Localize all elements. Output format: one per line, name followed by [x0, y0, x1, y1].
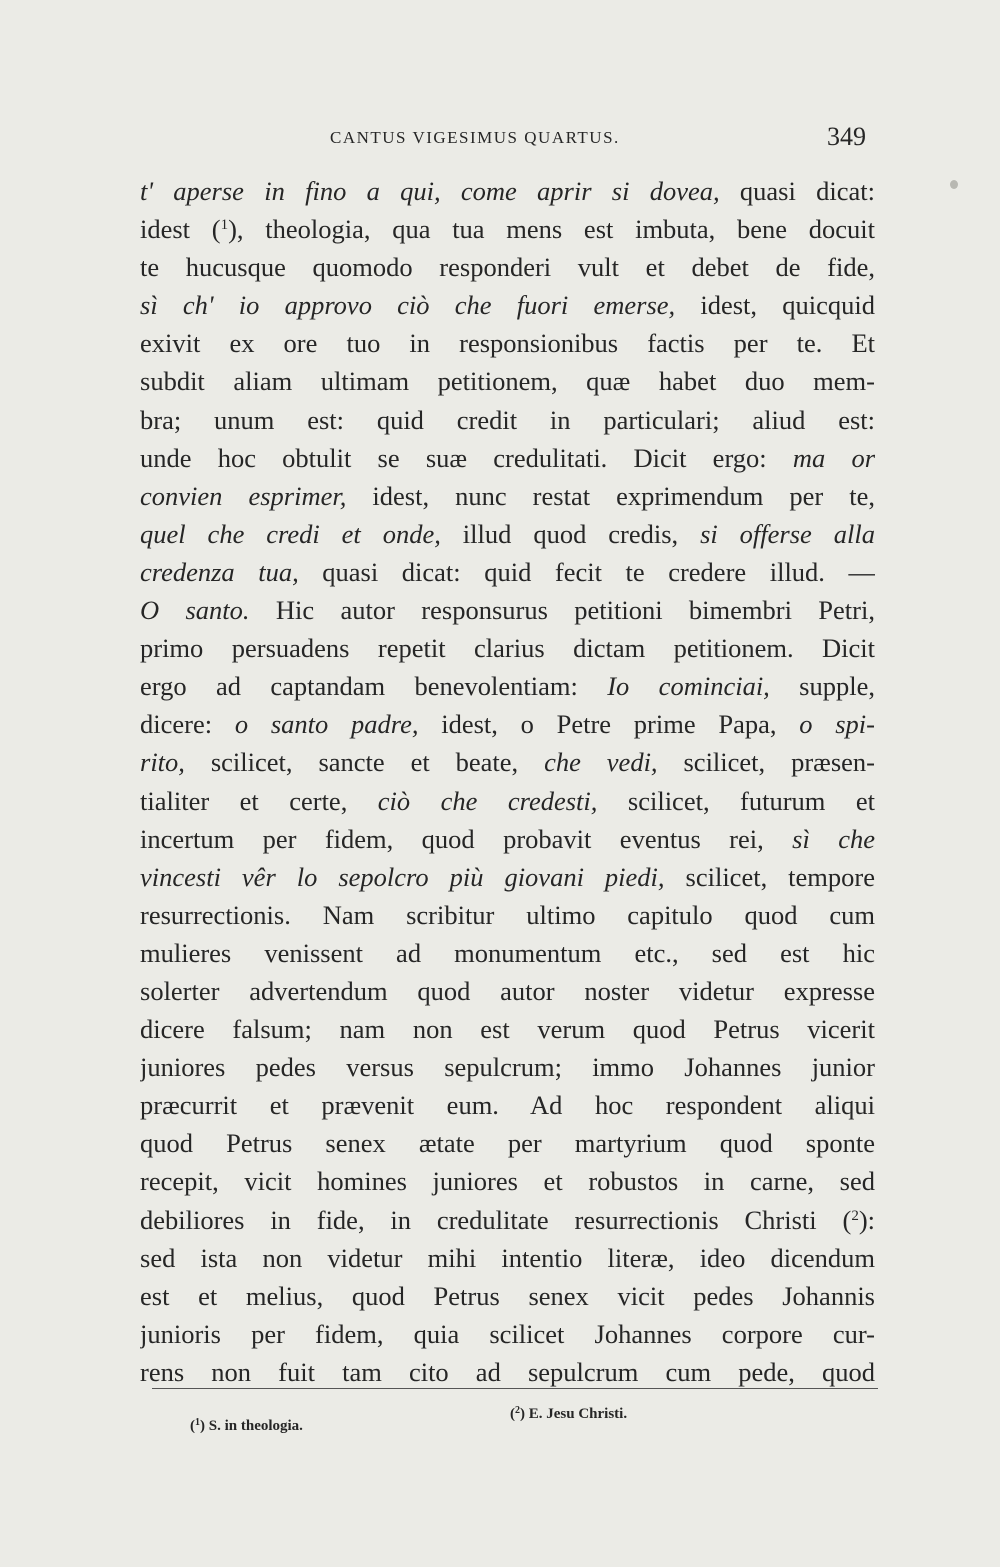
text-line	[140, 1086, 875, 1124]
text-line	[140, 1353, 875, 1391]
text-segment: tialiter et certe,	[140, 785, 378, 816]
text-line	[140, 324, 875, 362]
italic-segment: sì che	[792, 823, 875, 854]
footnotes	[190, 1405, 890, 1435]
text-segment: illud quod credis,	[440, 518, 701, 549]
footnote-2-text: E. Jesu Christi.	[528, 1406, 628, 1422]
text-line	[140, 1162, 875, 1200]
italic-segment: t' aperse in fino a qui, come aprir si dovea,	[140, 176, 720, 206]
text-segment: unde hoc obtulit se suæ credulitati. Dicit ergo:	[140, 442, 793, 473]
footnote-2-marker: 2	[515, 1405, 520, 1416]
italic-segment: credenza tua,	[140, 556, 299, 587]
text-line	[140, 667, 875, 705]
text-line	[140, 439, 875, 477]
text-line	[140, 858, 875, 896]
text-line	[140, 782, 875, 820]
text-segment: quod Petrus senex ætate per martyrium quod sponte	[140, 1128, 875, 1159]
text-segment: mulieres venissent ad monumentum etc., sed est hic	[140, 937, 875, 968]
text-segment: bra; unum est: quid credit in particulari; aliud est:	[140, 404, 875, 435]
text-segment: ), theologia, qua tua mens est imbuta, bene docuit	[228, 214, 875, 245]
text-segment: debiliores in fide, in credulitate resurrectionis Christi (	[140, 1204, 852, 1235]
text-line	[140, 743, 875, 781]
italic-segment: Io cominciai,	[607, 671, 770, 702]
text-line	[140, 1048, 875, 1086]
italic-segment: sì ch' io approvo ciò che fuori emerse,	[140, 290, 676, 321]
text-line	[140, 591, 875, 629]
text-line	[140, 362, 875, 400]
italic-segment: vincesti vêr lo sepolcro più giovani piedi,	[140, 861, 665, 892]
text-segment: subdit aliam ultimam petitionem, quæ habet duo mem-	[140, 366, 875, 397]
text-segment: idest, nunc restat exprimendum per te,	[346, 480, 875, 511]
body-text	[140, 172, 875, 1391]
italic-segment: convien esprimer,	[140, 480, 347, 511]
paper-speck	[950, 180, 958, 189]
italic-segment: rito,	[140, 747, 185, 778]
text-segment: incertum per fidem, quod probavit eventus rei,	[140, 823, 793, 854]
italic-segment: ma or	[792, 442, 875, 473]
text-segment: idest, quicquid	[675, 290, 875, 321]
text-line	[140, 477, 875, 515]
text-line	[140, 934, 875, 972]
text-segment: recepit, vicit homines juniores et robustos in carne, sed	[140, 1166, 875, 1197]
footnote-rule	[152, 1388, 878, 1389]
text-segment: ):	[858, 1204, 875, 1235]
text-line	[140, 286, 875, 324]
text-segment: idest, o Petre prime Papa,	[418, 709, 800, 740]
text-segment: junioris per fidem, quia scilicet Johannes corpore cur-	[140, 1318, 875, 1349]
italic-segment: si offerse alla	[700, 518, 875, 549]
italic-segment: che vedi,	[544, 747, 658, 778]
footnote-1: ($^1$) S. in theologia.	[190, 1417, 303, 1434]
text-line	[140, 972, 875, 1010]
footnote-ref: 1	[220, 217, 229, 234]
italic-segment: quel che credi et onde,	[140, 518, 441, 549]
text-segment: præcurrit et prævenit eum. Ad hoc respondent aliqui	[140, 1090, 875, 1121]
text-line	[140, 515, 875, 553]
text-segment: rens non fuit tam cito ad sepulcrum cum pede, quod	[140, 1356, 875, 1387]
text-line	[140, 210, 875, 248]
text-segment: quasi dicat:	[719, 176, 875, 206]
text-line	[140, 553, 875, 591]
text-segment: dicere falsum; nam non est verum quod Petrus vicerit	[140, 1014, 875, 1045]
text-segment: ergo ad captandam benevolentiam:	[140, 671, 608, 702]
italic-segment: o santo padre,	[234, 709, 419, 740]
italic-segment: O santo.	[140, 595, 250, 626]
text-segment: supple,	[769, 671, 875, 702]
text-segment: scilicet, præsen-	[657, 747, 875, 778]
italic-segment: ciò che credesti,	[377, 785, 598, 816]
text-segment: scilicet, futurum et	[597, 785, 875, 816]
italic-segment: o spi-	[799, 709, 875, 740]
text-segment: solerter advertendum quod autor noster videtur expresse	[140, 975, 875, 1006]
text-segment: est et melius, quod Petrus senex vicit pedes Johannis	[140, 1280, 875, 1311]
text-line	[140, 172, 875, 210]
text-segment: quasi dicat: quid fecit te credere illud. —	[298, 556, 875, 587]
text-line	[140, 896, 875, 934]
running-head	[140, 122, 880, 158]
text-line	[140, 1239, 875, 1277]
text-segment: scilicet, sancte et beate,	[184, 747, 545, 778]
text-line	[140, 705, 875, 743]
text-segment: Hic autor responsurus petitioni bimembri Petri,	[249, 595, 875, 626]
footnote-2: ($^2$) E. Jesu Christi.	[510, 1405, 628, 1422]
text-segment: te hucusque quomodo responderi vult et debet de fide,	[140, 252, 875, 283]
text-segment: scilicet, tempore	[664, 861, 875, 892]
text-segment: primo persuadens repetit clarius dictam petitionem. Dicit	[140, 633, 875, 664]
text-line	[140, 820, 875, 858]
text-segment: idest (	[140, 214, 221, 245]
footnote-ref: 2	[851, 1207, 859, 1224]
text-segment: sed ista non videtur mihi intentio literæ, ideo dicendum	[140, 1242, 875, 1273]
footnote-1-text: S. in theologia.	[208, 1418, 303, 1434]
text-line	[140, 1010, 875, 1048]
text-line	[140, 1277, 875, 1315]
text-line	[140, 629, 875, 667]
text-line	[140, 401, 875, 439]
text-line	[140, 248, 875, 286]
page-number: 349	[827, 122, 866, 151]
text-segment: dicere:	[140, 709, 235, 740]
text-segment: juniores pedes versus sepulcrum; immo Johannes junior	[140, 1052, 875, 1083]
text-line	[140, 1315, 875, 1353]
footnote-1-marker: 1	[195, 1417, 200, 1428]
text-segment: exivit ex ore tuo in responsionibus factis per te. Et	[140, 328, 875, 359]
text-line	[140, 1201, 875, 1239]
text-line	[140, 1124, 875, 1162]
running-title: CANTUS VIGESIMUS QUARTUS.	[330, 128, 620, 147]
text-segment: resurrectionis. Nam scribitur ultimo capitulo quod cum	[140, 899, 875, 930]
